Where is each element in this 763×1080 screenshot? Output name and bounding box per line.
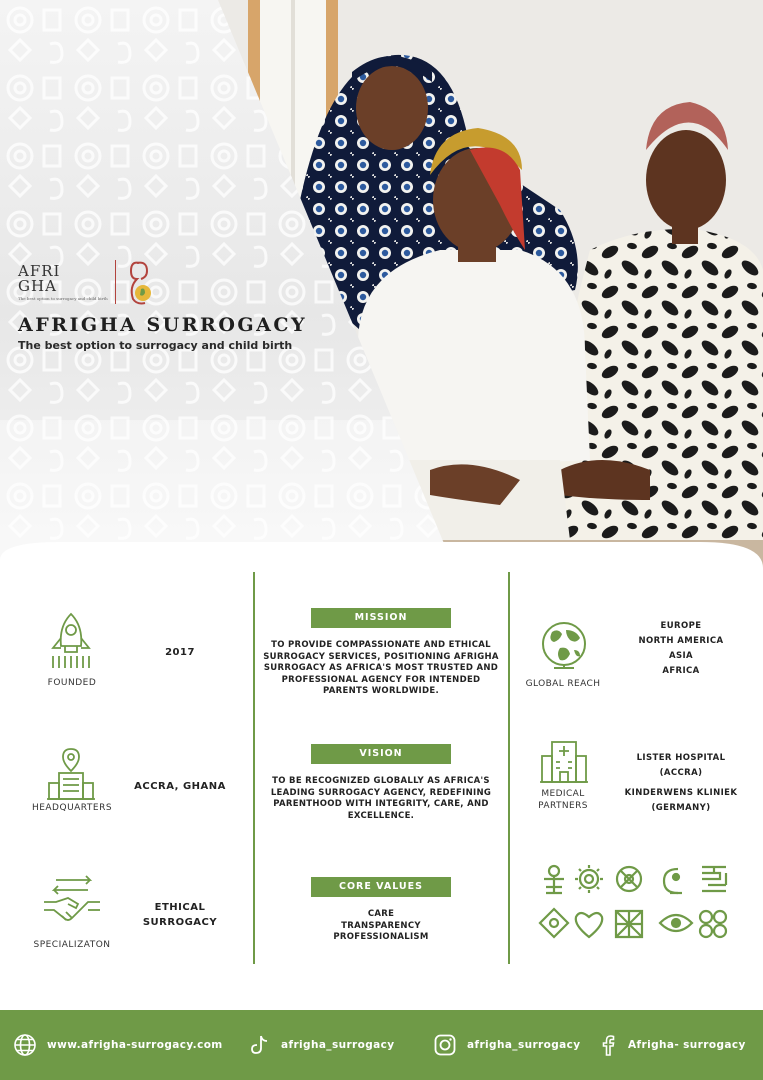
headquarters-block [0, 747, 250, 857]
logo-divider [115, 260, 116, 304]
mission-heading: MISSION [311, 608, 451, 628]
tiktok-handle: afrigha_surrogacy [281, 1039, 395, 1051]
global-reach-values [616, 619, 746, 679]
headquarters-label: HEADQUARTERS [31, 803, 113, 813]
partner-item: KINDERWENS KLINIEK [624, 788, 738, 798]
region-item: EUROPE [660, 621, 702, 631]
specialization-value-line-2: SURROGACY [142, 917, 218, 928]
symbol-heart-icon [576, 913, 602, 937]
logo-small-text: The best option to surrogacy and child birth [18, 295, 108, 301]
brand-name: AFRIGHA SURROGACY [18, 314, 308, 336]
specialization-block [0, 874, 250, 984]
website-text: www.afrigha-surrogacy.com [47, 1039, 223, 1051]
instagram-handle: afrigha_surrogacy [467, 1039, 581, 1051]
symbol-sun-icon [575, 865, 603, 893]
region-item: ASIA [668, 651, 694, 661]
footer [0, 1010, 763, 1080]
symbol-maze-icon [702, 867, 726, 891]
founded-label: FOUNDED [47, 678, 97, 688]
logo-line-2: GHA [18, 276, 57, 295]
core-values-block [256, 874, 506, 944]
core-value-item: TRANSPARENCY [341, 920, 421, 931]
partner-item: (ACCRA) [659, 768, 703, 778]
medical-partners-values [616, 751, 746, 816]
facebook-icon [596, 1033, 620, 1057]
globe-icon [13, 1033, 37, 1057]
facebook-link[interactable] [596, 1032, 746, 1058]
specialization-label: SPECIALIZATON [33, 940, 111, 950]
tiktok-icon [247, 1033, 271, 1057]
symbol-spiral-icon [700, 911, 726, 937]
specialization-value [120, 900, 240, 930]
building-pin-icon [45, 747, 97, 805]
info-curve [0, 540, 763, 580]
mission-block [256, 605, 506, 698]
instagram-icon [433, 1033, 457, 1057]
adinkra-symbols-grid [534, 863, 734, 951]
logo [18, 254, 338, 310]
region-item: NORTH AMERICA [638, 636, 724, 646]
mission-text: TO PROVIDE COMPASSIONATE AND ETHICAL SURROGACY SERVICES, POSITIONING AFRIGHA SURROGACY AS AFRICA'S MOST TRUSTED AND PROFESSIONAL AGENCY FOR INTENDED PARENTS WORLDWIDE. [263, 640, 499, 696]
core-value-item: CARE [367, 909, 395, 919]
medical-partners-label [512, 788, 614, 812]
facebook-handle: Afrigha- surrogacy [628, 1039, 746, 1051]
medical-partners-label-line-1: MEDICAL [541, 789, 585, 799]
partner-item: LISTER HOSPITAL [636, 753, 726, 763]
core-value-item: PROFESSIONALISM [333, 932, 429, 942]
core-values-heading: CORE VALUES [311, 877, 451, 897]
vision-text: TO BE RECOGNIZED GLOBALLY AS AFRICA'S LEADING SURROGACY AGENCY, REDEFINING PARENTHOOD WITH INTEGRITY, CARE, AND EXCELLENCE. [270, 776, 492, 821]
divider-right [508, 572, 510, 964]
logo-wordmark [18, 261, 108, 301]
headquarters-value: ACCRA, GHANA [134, 781, 226, 792]
vision-block [256, 741, 506, 822]
info-section [0, 560, 763, 1010]
hospital-icon [540, 738, 588, 790]
core-values-list [256, 909, 506, 944]
globe-icon [540, 620, 588, 672]
handshake-icon [42, 874, 102, 932]
instagram-link[interactable] [433, 1032, 581, 1058]
medical-partners-label-line-2: PARTNERS [538, 801, 588, 811]
brand-block [18, 254, 338, 352]
symbol-figure-icon [544, 866, 564, 893]
vision-heading: VISION [311, 744, 451, 764]
logo-line-1: AFRI [18, 261, 61, 280]
global-reach-label: GLOBAL REACH [525, 679, 601, 689]
rocket-icon [45, 612, 97, 670]
symbol-knot-icon [617, 867, 641, 891]
symbol-sankofa-icon [664, 869, 682, 893]
partner-item: (GERMANY) [651, 803, 711, 813]
divider-left [253, 572, 255, 964]
specialization-value-line-1: ETHICAL [154, 902, 206, 913]
pregnant-woman-icon [123, 257, 155, 307]
founded-value: 2017 [165, 647, 195, 658]
region-item: AFRICA [662, 666, 700, 676]
website-link[interactable] [13, 1032, 223, 1058]
brand-tagline: The best option to surrogacy and child birth [18, 339, 293, 352]
symbol-eye-icon [660, 915, 692, 931]
symbol-diamond-icon [540, 909, 568, 937]
founded-block [0, 612, 250, 722]
symbol-lattice-icon [616, 911, 642, 937]
tiktok-link[interactable] [247, 1032, 395, 1058]
